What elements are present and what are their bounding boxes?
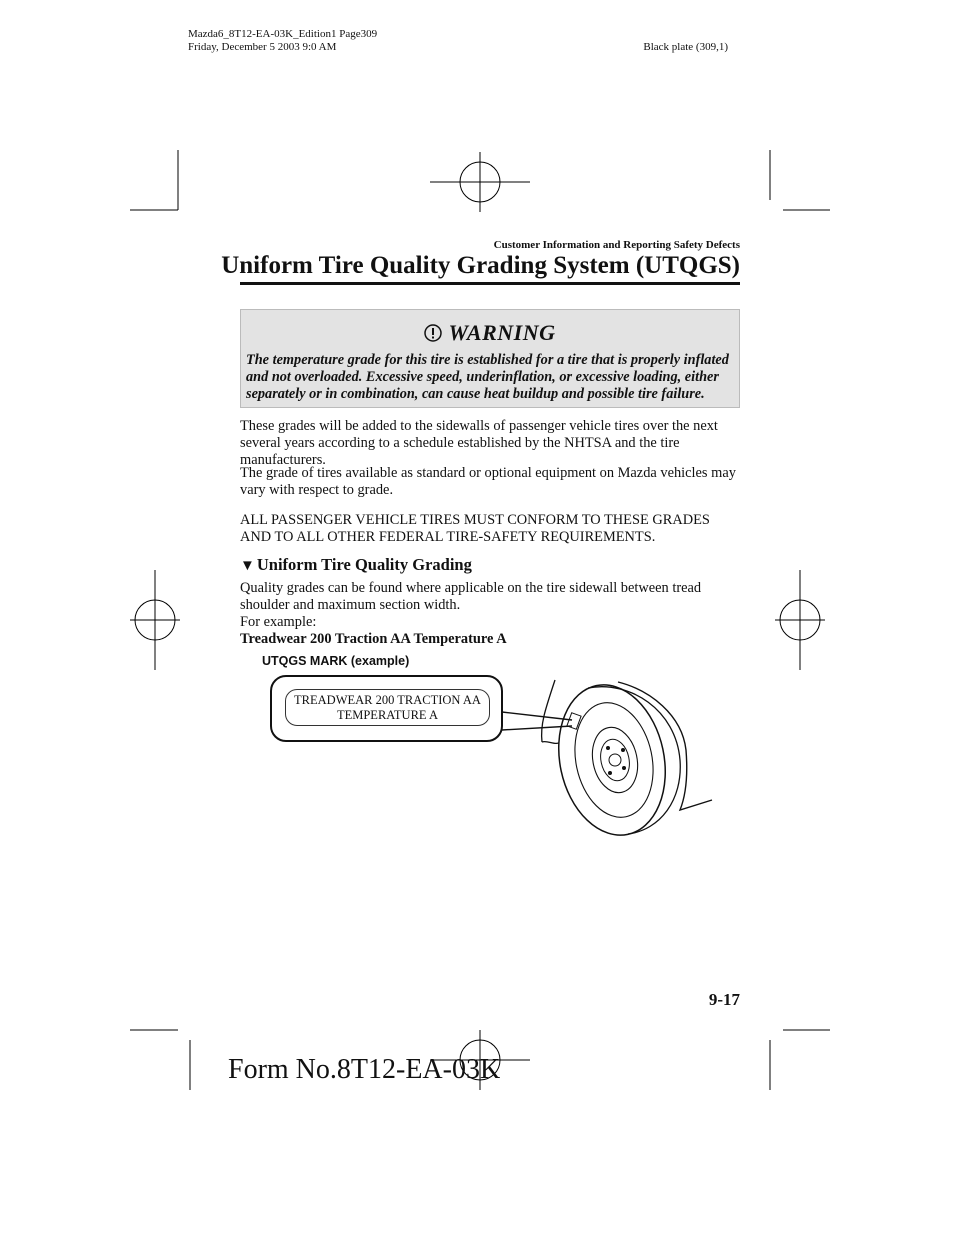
print-meta xyxy=(188,28,377,54)
tag-line-2: TEMPERATURE A xyxy=(336,708,439,722)
date-line: Friday, December 5 2003 9:0 AM xyxy=(188,41,337,53)
subsection-heading-text: Uniform Tire Quality Grading xyxy=(256,555,472,574)
section-heading: Customer Information and Reporting Safety Defects xyxy=(493,239,740,251)
title-rule xyxy=(240,282,740,285)
warning-box xyxy=(240,309,740,408)
tire-illustration xyxy=(500,670,720,840)
warning-icon xyxy=(424,324,442,342)
registration-mark-left xyxy=(130,570,180,670)
subsection-heading xyxy=(240,555,472,575)
callout-leader xyxy=(500,700,580,740)
example-line: Treadwear 200 Traction AA Temperature A xyxy=(240,631,507,647)
plate-label: Black plate (309,1) xyxy=(643,41,728,53)
registration-mark-top xyxy=(430,152,530,232)
registration-mark-right xyxy=(775,570,825,670)
form-number: Form No.8T12-EA-03K xyxy=(228,1054,501,1085)
warning-heading-text: WARNING xyxy=(448,320,556,345)
paragraph-conform: ALL PASSENGER VEHICLE TIRES MUST CONFORM TO THESE GRADES AND TO ALL OTHER FEDERAL TIRE-SAFETY REQUIREMENTS. xyxy=(240,512,710,545)
paragraph-grade-vary: The grade of tires available as standard or optional equipment on Mazda vehicles may vary with respect to grade. xyxy=(240,465,736,498)
utqgs-tag xyxy=(285,689,490,726)
figure-caption: UTQGS MARK (example) xyxy=(262,654,410,668)
tag-line-1: TREADWEAR 200 TRACTION AA xyxy=(294,693,481,707)
file-line: Mazda6_8T12-EA-03K_Edition1 Page309 xyxy=(188,28,378,40)
paragraph-schedule: These grades will be added to the sidewalls of passenger vehicle tires over the next several years according to a schedule established by the NHTSA and the tire manufacturers. xyxy=(240,418,718,468)
warning-text: The temperature grade for this tire is established for a tire that is properly inflated and not overloaded. Excessive speed, underinflation, or excessive loading, either separately or in combination, can cause heat buildup and possible tire failure. xyxy=(246,352,729,402)
page-title: Uniform Tire Quality Grading System (UTQGS) xyxy=(221,252,740,279)
page-number: 9-17 xyxy=(708,990,740,1009)
triangle-marker-icon: ▼ xyxy=(240,558,255,574)
paragraph-for-example: For example: xyxy=(240,614,317,630)
warning-heading xyxy=(241,320,739,346)
paragraph-quality-grades: Quality grades can be found where applicable on the tire sidewall between tread shoulder and maximum section width. xyxy=(240,580,702,613)
